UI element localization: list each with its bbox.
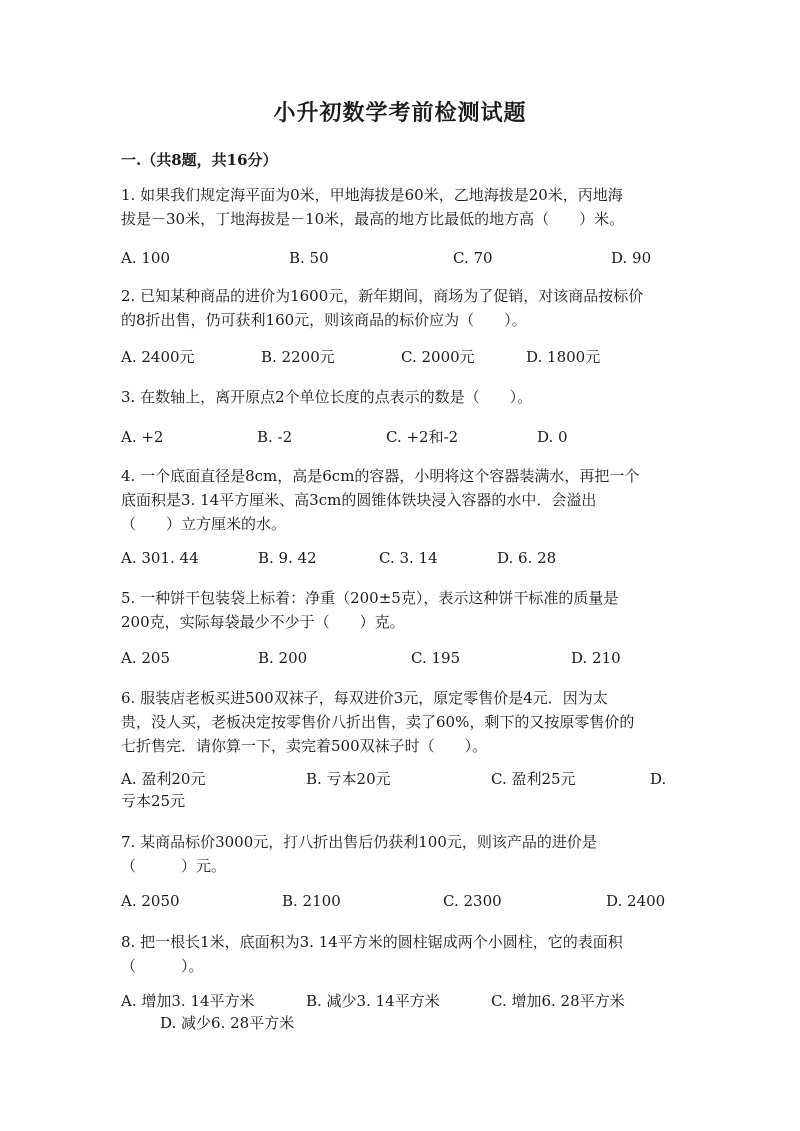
question-line: 1. 如果我们规定海平面为0米，甲地海拔是60米，乙地海拔是20米，丙地海	[121, 186, 623, 204]
option-a: A. 2400元	[121, 348, 195, 366]
option-d: D. 90	[611, 249, 652, 267]
question-line: 底面积是3. 14平方厘米、高3cm的圆锥体铁块浸入容器的水中．会溢出	[121, 491, 597, 509]
question-line: 贵，没人买，老板决定按零售价八折出售，卖了60%，剩下的又按原零售价的	[121, 713, 635, 731]
option-d: D. 2400	[606, 892, 666, 910]
question-line: 2. 已知某种商品的进价为1600元，新年期间，商场为了促销，对该商品按标价	[121, 287, 644, 305]
question-line: 8. 把一根长1米，底面积为3. 14平方米的圆柱锯成两个小圆柱，它的表面积	[121, 933, 623, 951]
option-b: B. 2200元	[261, 348, 335, 366]
option-b: B. 50	[289, 249, 329, 267]
section-heading: 一.（共8题，共16分）	[121, 151, 278, 169]
option-d-text: 亏本25元	[121, 792, 186, 810]
option-b: B. -2	[257, 428, 293, 446]
option-b: B. 9. 42	[258, 549, 317, 567]
option-a: A. 301. 44	[121, 549, 199, 567]
option-b: B. 200	[258, 649, 308, 667]
question-line: 七折售完．请你算一下，卖完着500双袜子时（ ）。	[121, 737, 488, 755]
question-6	[121, 686, 681, 758]
option-d: D. 0	[537, 428, 568, 446]
question-line: （ ）。	[121, 957, 204, 975]
question-7	[121, 830, 681, 878]
option-d: D. 1800元	[526, 348, 601, 366]
question-line: 200克，实际每袋最少不少于（ ）克。	[121, 613, 405, 631]
option-d: D. 6. 28	[497, 549, 557, 567]
option-c: C. 增加6. 28平方米	[491, 992, 625, 1010]
question-line: 3. 在数轴上，离开原点2个单位长度的点表示的数是（ ）。	[121, 388, 533, 406]
question-line: 4. 一个底面直径是8cm，高是6cm的容器，小明将这个容器装满水，再把一个	[121, 467, 640, 485]
option-a: A. 增加3. 14平方米	[121, 992, 255, 1010]
option-a: A. 205	[121, 649, 170, 667]
option-d: D.	[650, 770, 667, 788]
option-c: C. 2000元	[401, 348, 475, 366]
option-b: B. 减少3. 14平方米	[306, 992, 440, 1010]
option-d: D. 减少6. 28平方米	[160, 1014, 295, 1032]
option-a: A. 2050	[121, 892, 180, 910]
question-line: 拔是－30米，丁地海拔是－10米，最高的地方比最低的地方高（ ）米。	[121, 210, 625, 228]
question-line: 5. 一种饼干包装袋上标着：净重（200±5克），表示这种饼干标准的质量是	[121, 589, 619, 607]
option-c: C. 70	[453, 249, 493, 267]
question-1	[121, 183, 681, 231]
question-5	[121, 586, 681, 634]
option-b: B. 亏本20元	[306, 770, 391, 788]
question-2	[121, 284, 681, 332]
option-c: C. 3. 14	[379, 549, 438, 567]
page-title: 小升初数学考前检测试题	[273, 100, 527, 126]
option-a: A. +2	[121, 428, 164, 446]
question-8	[121, 930, 681, 978]
question-line: 6. 服装店老板买进500双袜子，每双进价3元，原定零售价是4元．因为太	[121, 689, 608, 707]
option-c: C. +2和-2	[386, 428, 459, 446]
option-b: B. 2100	[282, 892, 341, 910]
question-line: 的8折出售，仍可获利160元，则该商品的标价应为（ ）。	[121, 311, 527, 329]
option-c: C. 盈利25元	[491, 770, 576, 788]
question-line: （ ）元。	[121, 857, 227, 875]
option-c: C. 195	[411, 649, 461, 667]
question-4	[121, 464, 681, 536]
question-3	[121, 385, 681, 409]
option-d: D. 210	[571, 649, 621, 667]
question-line: 7. 某商品标价3000元，打八折出售后仍获利100元，则该产品的进价是	[121, 833, 597, 851]
question-line: （ ）立方厘米的水。	[121, 515, 287, 533]
option-a: A. 100	[121, 249, 170, 267]
option-a: A. 盈利20元	[121, 770, 206, 788]
option-c: C. 2300	[443, 892, 502, 910]
